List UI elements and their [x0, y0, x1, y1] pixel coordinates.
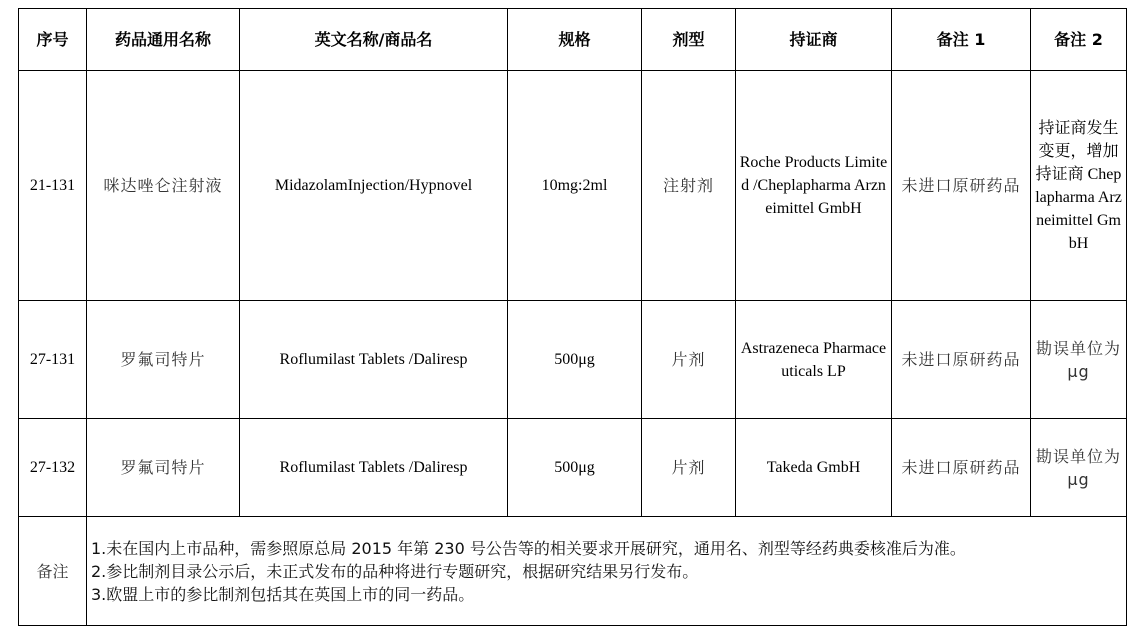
- header-remark2: 备注 2: [1031, 9, 1127, 71]
- note-line-1: 1.未在国内上市品种，需参照原总局 2015 年第 230 号公告等的相关要求开展研究，通用名、剂型等经药典委核准后为准。: [91, 538, 966, 558]
- cell-spec: 500μg: [508, 419, 642, 517]
- cell-generic-name: 罗氟司特片: [87, 301, 240, 419]
- header-generic-name: 药品通用名称: [87, 9, 240, 71]
- cell-form: 注射剂: [642, 71, 736, 301]
- header-seq: 序号: [19, 9, 87, 71]
- table-header-row: [19, 9, 1127, 71]
- cell-form: 片剂: [642, 301, 736, 419]
- notes-row: [19, 517, 1127, 626]
- note-line-3: 3.欧盟上市的参比制剂包括其在英国上市的同一药品。: [91, 584, 475, 604]
- reference-drug-table: [18, 8, 1127, 626]
- table-row: [19, 71, 1127, 301]
- cell-generic-name: 罗氟司特片: [87, 419, 240, 517]
- table-row: [19, 301, 1127, 419]
- cell-holder: Takeda GmbH: [736, 419, 892, 517]
- cell-remark1: 未进口原研药品: [892, 71, 1031, 301]
- header-spec: 规格: [508, 9, 642, 71]
- cell-english-name: Roflumilast Tablets /Daliresp: [240, 419, 508, 517]
- cell-remark1: 未进口原研药品: [892, 419, 1031, 517]
- cell-form: 片剂: [642, 419, 736, 517]
- cell-remark2: 勘误单位为 μg: [1031, 419, 1127, 517]
- cell-remark2: 勘误单位为 μg: [1031, 301, 1127, 419]
- notes-label: 备注: [19, 517, 87, 626]
- cell-holder: Roche Products Limited /Cheplapharma Arzneimittel GmbH: [736, 71, 892, 301]
- header-english-name: 英文名称/商品名: [240, 9, 508, 71]
- cell-holder: Astrazeneca Pharmaceuticals LP: [736, 301, 892, 419]
- table-row: [19, 419, 1127, 517]
- note-line-2: 2.参比制剂目录公示后，未正式发布的品种将进行专题研究，根据研究结果另行发布。: [91, 561, 699, 581]
- notes-cell: [87, 517, 1127, 626]
- cell-spec: 500μg: [508, 301, 642, 419]
- cell-spec: 10mg:2ml: [508, 71, 642, 301]
- cell-seq: 27-132: [19, 419, 87, 517]
- cell-english-name: Roflumilast Tablets /Daliresp: [240, 301, 508, 419]
- cell-generic-name: 咪达唑仑注射液: [87, 71, 240, 301]
- cell-seq: 21-131: [19, 71, 87, 301]
- header-holder: 持证商: [736, 9, 892, 71]
- header-form: 剂型: [642, 9, 736, 71]
- cell-seq: 27-131: [19, 301, 87, 419]
- cell-remark2: 持证商发生变更，增加持证商 Cheplapharma Arzneimittel GmbH: [1031, 71, 1127, 301]
- cell-remark1: 未进口原研药品: [892, 301, 1031, 419]
- header-remark1: 备注 1: [892, 9, 1031, 71]
- cell-english-name: MidazolamInjection/Hypnovel: [240, 71, 508, 301]
